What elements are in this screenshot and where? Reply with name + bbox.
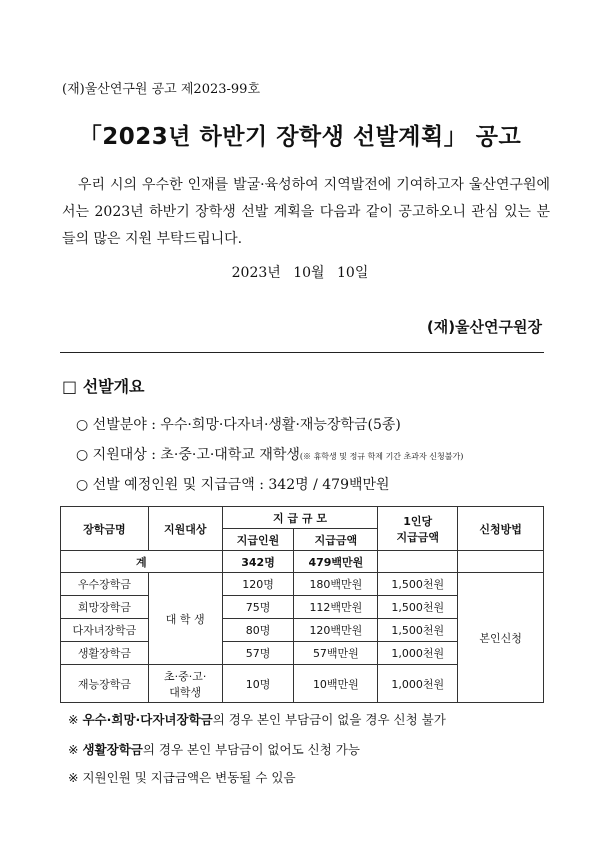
row-amount: 112백만원 — [294, 596, 378, 619]
header-amount: 지급금액 — [294, 529, 378, 551]
total-amount: 479백만원 — [294, 551, 378, 573]
note-mark: ※ — [68, 712, 79, 727]
scholarship-table — [60, 506, 544, 703]
note-1-bold: 우수·희망·다자녀장학금 — [82, 712, 213, 727]
row-count: 80명 — [222, 619, 294, 642]
row-name: 우수장학금 — [61, 573, 149, 596]
note-2-rest: 의 경우 본인 부담금이 없어도 신청 가능 — [142, 742, 360, 757]
target-school-line1: 초·중·고· — [164, 669, 207, 683]
total-method-empty — [458, 551, 544, 573]
row-name: 재능장학금 — [61, 665, 149, 703]
row-per: 1,500천원 — [378, 573, 458, 596]
row-count: 120명 — [222, 573, 294, 596]
total-count: 342명 — [222, 551, 294, 573]
note-1-rest: 의 경우 본인 부담금이 없을 경우 신청 불가 — [212, 712, 446, 727]
section-heading: □ 선발개요 — [62, 377, 145, 396]
row-per: 1,500천원 — [378, 596, 458, 619]
header-per-person-line2: 지급금액 — [396, 530, 439, 544]
row-amount: 57백만원 — [294, 642, 378, 665]
bullet-target — [76, 444, 463, 464]
signer: (재)울산연구원장 — [426, 318, 542, 336]
header-target: 지원대상 — [148, 507, 222, 551]
intro-paragraph: 우리 시의 우수한 인재를 발굴·육성하여 지역발전에 기여하고자 울산연구원에서는 2023년 하반기 장학생 선발 계획을 다음과 같이 공고하오니 관심 있는 분들의 많은 지원 부탁드립니다. — [62, 177, 550, 247]
bullet-quota: ○ 선발 예정인원 및 지급금액 : 342명 / 479백만원 — [76, 477, 390, 493]
bullet-field: ○ 선발분야 : 우수·희망·다자녀·생활·재능장학금(5종) — [76, 417, 401, 433]
row-amount: 180백만원 — [294, 573, 378, 596]
note-mark: ※ — [68, 742, 79, 757]
header-scholarship: 장학금명 — [61, 507, 149, 551]
bullet-target-note: (※ 휴학생 및 정규 학제 기간 초과자 신청불가) — [299, 452, 464, 461]
total-label: 계 — [61, 551, 223, 573]
row-per: 1,500천원 — [378, 619, 458, 642]
notice-number: (재)울산연구원 공고 제2023-99호 — [62, 82, 261, 97]
notice-date: 2023년 10월 10일 — [231, 265, 369, 281]
note-2-bold: 생활장학금 — [82, 742, 143, 757]
row-per: 1,000천원 — [378, 642, 458, 665]
header-per-person-line1: 1인당 — [403, 514, 433, 528]
target-school-line2: 대학생 — [169, 685, 202, 699]
header-scale: 지 급 규 모 — [222, 507, 378, 529]
row-count: 10명 — [222, 665, 294, 703]
row-amount: 10백만원 — [294, 665, 378, 703]
row-per: 1,000천원 — [378, 665, 458, 703]
row-name: 희망장학금 — [61, 596, 149, 619]
total-per-empty — [378, 551, 458, 573]
row-amount: 120백만원 — [294, 619, 378, 642]
note-3: ※ 지원인원 및 지급금액은 변동될 수 있음 — [68, 770, 296, 785]
header-method: 신청방법 — [458, 507, 544, 551]
target-university: 대 학 생 — [148, 573, 222, 665]
row-count: 75명 — [222, 596, 294, 619]
note-1 — [68, 710, 446, 728]
row-count: 57명 — [222, 642, 294, 665]
divider — [60, 352, 544, 353]
bullet-target-text: ○ 지원대상 : 초·중·고·대학교 재학생 — [76, 447, 300, 463]
target-school — [148, 665, 222, 703]
row-name: 다자녀장학금 — [61, 619, 149, 642]
header-per-person — [378, 507, 458, 551]
method-value: 본인신청 — [458, 573, 544, 703]
header-count: 지급인원 — [222, 529, 294, 551]
note-2 — [68, 740, 360, 758]
row-name: 생활장학금 — [61, 642, 149, 665]
page-title: 「2023년 하반기 장학생 선발계획」 공고 — [78, 124, 522, 150]
